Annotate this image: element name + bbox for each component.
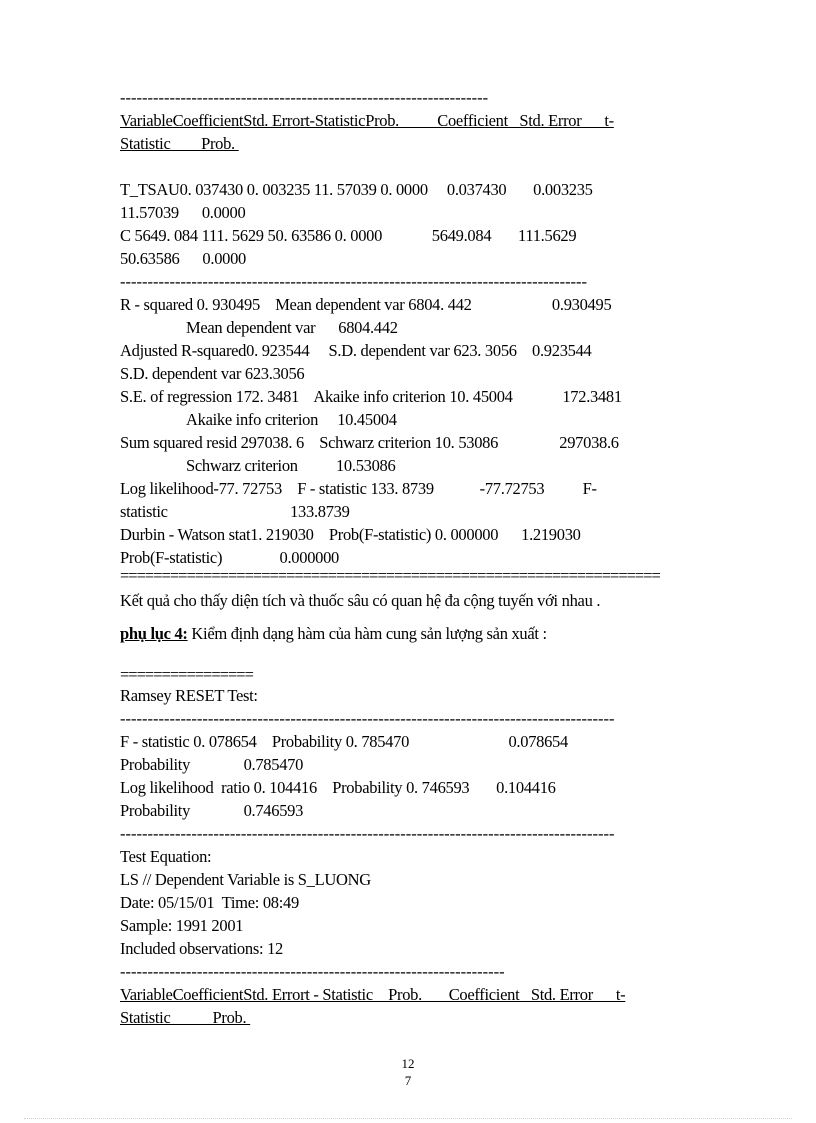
stat-durbin-watson: Durbin - Watson stat1. 219030 Prob(F-statistic) 0. 000000 1.219030 — [120, 525, 581, 544]
ramsey-log-likelihood-cont: Probability 0.746593 — [120, 801, 304, 820]
page-number: 12 — [401, 1056, 415, 1071]
appendix-title: Kiểm định dạng hàm của hàm cung sản lượng sản xuất : — [187, 624, 547, 643]
table1-row-tsau: T_TSAU0. 037430 0. 003235 11. 57039 0. 0000 0.037430 0.003235 — [120, 180, 593, 199]
table1-header-line1: VariableCoefficientStd. Errort-StatisticProb. Coefficient Std. Error t- — [120, 111, 614, 130]
table1-row-tsau-cont: 11.57039 0.0000 — [120, 203, 246, 222]
appendix-label: phụ lục 4: — [120, 624, 188, 643]
stat-adjusted-r-squared-cont: S.D. dependent var 623.3056 — [120, 364, 305, 383]
conclusion-text: Kết quả cho thấy diện tích và thuốc sâu có quan hệ đa cộng tuyến với nhau . — [120, 591, 601, 610]
stat-log-likelihood-cont: statistic 133.8739 — [120, 502, 350, 521]
stat-durbin-watson-cont: Prob(F-statistic) 0.000000 — [120, 548, 339, 567]
dependent-variable: LS // Dependent Variable is S_LUONG — [120, 870, 371, 889]
stat-se-regression-cont: Akaike info criterion 10.45004 — [186, 410, 397, 429]
separator-rule: ---------------------------------------------------------------------- — [120, 962, 505, 981]
stat-adjusted-r-squared: Adjusted R-squared0. 923544 S.D. dependent var 623. 3056 0.923544 — [120, 341, 592, 360]
table2-header-line1: VariableCoefficientStd. Errort - Statistic Prob. Coefficient Std. Error t- — [120, 985, 626, 1004]
separator-rule: ------------------------------------------------------------------- — [120, 88, 489, 107]
ramsey-log-likelihood: Log likelihood ratio 0. 104416 Probability 0. 746593 0.104416 — [120, 778, 556, 797]
ramsey-f-statistic: F - statistic 0. 078654 Probability 0. 785470 0.078654 — [120, 732, 568, 751]
stat-se-regression: S.E. of regression 172. 3481 Akaike info criterion 10. 45004 172.3481 — [120, 387, 622, 406]
table1-header-line2: Statistic Prob. — [120, 134, 239, 153]
included-observations: Included observations: 12 — [120, 939, 283, 958]
stat-sum-squared-resid: Sum squared resid 297038. 6 Schwarz criterion 10. 53086 297038.6 — [120, 433, 619, 452]
sample-range: Sample: 1991 2001 — [120, 916, 244, 935]
double-rule-short: ================ — [120, 668, 253, 684]
stat-sum-squared-resid-cont: Schwarz criterion 10.53086 — [186, 456, 396, 475]
appendix-heading — [120, 622, 720, 645]
footer-divider — [24, 1118, 792, 1119]
stat-log-likelihood: Log likelihood-77. 72753 F - statistic 133. 8739 -77.72753 F- — [120, 479, 597, 498]
stat-r-squared: R - squared 0. 930495 Mean dependent var 6804. 442 0.930495 — [120, 295, 612, 314]
table1-row-c-cont: 50.63586 0.0000 — [120, 249, 247, 268]
stat-r-squared-cont: Mean dependent var 6804.442 — [186, 318, 398, 337]
test-equation-label: Test Equation: — [120, 847, 212, 866]
separator-rule: ------------------------------------------------------------------------------------------ — [120, 824, 615, 843]
ramsey-f-statistic-cont: Probability 0.785470 — [120, 755, 304, 774]
document-body — [120, 86, 720, 1029]
table1-row-c: C 5649. 084 111. 5629 50. 63586 0. 0000 5649.084 111.5629 — [120, 226, 577, 245]
separator-rule: ------------------------------------------------------------------------------------------ — [120, 709, 615, 728]
table2-header-line2: Statistic Prob. — [120, 1008, 251, 1027]
page-number-sub: 7 — [404, 1073, 412, 1088]
date-time: Date: 05/15/01 Time: 08:49 — [120, 893, 299, 912]
separator-rule: ------------------------------------------------------------------------------------- — [120, 272, 588, 291]
double-rule: ================================================================= — [120, 569, 660, 585]
ramsey-title: Ramsey RESET Test: — [120, 686, 258, 705]
